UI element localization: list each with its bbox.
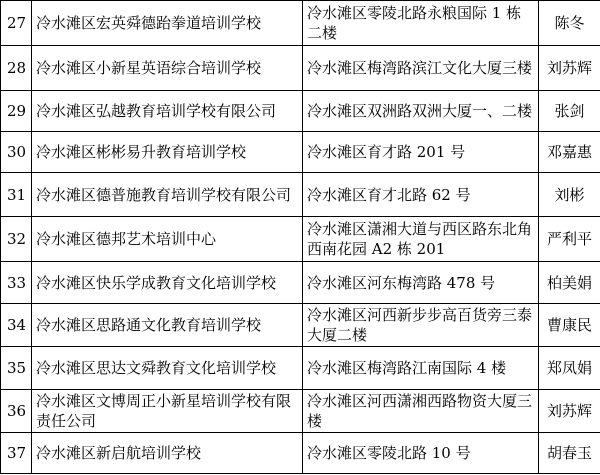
school-name: 冷水滩区新启航培训学校 bbox=[32, 433, 303, 474]
table-row bbox=[1, 91, 600, 132]
school-address: 冷水滩区育才路 201 号 bbox=[303, 132, 539, 173]
row-number: 34 bbox=[1, 304, 32, 347]
contact-person: 曹康民 bbox=[539, 304, 600, 347]
row-number: 33 bbox=[1, 262, 32, 304]
table-row bbox=[1, 347, 600, 390]
row-number: 28 bbox=[1, 46, 32, 91]
school-address: 冷水滩区梅湾路滨江文化大厦三楼 bbox=[303, 46, 539, 91]
table-row bbox=[1, 46, 600, 91]
school-address: 冷水滩区潇湘大道与西区路东北角西南花园 A2 栋 201 bbox=[303, 217, 539, 262]
school-name: 冷水滩区彬彬易升教育培训学校 bbox=[32, 132, 303, 173]
table-row bbox=[1, 304, 600, 347]
school-name: 冷水滩区宏英舜德跆拳道培训学校 bbox=[32, 1, 303, 46]
school-address: 冷水滩区河西新步步高百货旁三泰大厦二楼 bbox=[303, 304, 539, 347]
school-address: 冷水滩区零陵北路永粮国际 1 栋二楼 bbox=[303, 1, 539, 46]
table-row bbox=[1, 390, 600, 433]
row-number: 35 bbox=[1, 347, 32, 390]
table-row bbox=[1, 1, 600, 46]
row-number: 37 bbox=[1, 433, 32, 474]
school-name: 冷水滩区文博周正小新星培训学校有限责任公司 bbox=[32, 390, 303, 433]
school-address: 冷水滩区河东梅湾路 478 号 bbox=[303, 262, 539, 304]
table-row bbox=[1, 433, 600, 474]
contact-person: 郑凤娟 bbox=[539, 347, 600, 390]
contact-person: 邓嘉惠 bbox=[539, 132, 600, 173]
contact-person: 刘苏辉 bbox=[539, 390, 600, 433]
row-number: 27 bbox=[1, 1, 32, 46]
school-name: 冷水滩区小新星英语综合培训学校 bbox=[32, 46, 303, 91]
contact-person: 胡春玉 bbox=[539, 433, 600, 474]
school-address: 冷水滩区梅湾路江南国际 4 楼 bbox=[303, 347, 539, 390]
school-address: 冷水滩区零陵北路 10 号 bbox=[303, 433, 539, 474]
school-name: 冷水滩区弘越教育培训学校有限公司 bbox=[32, 91, 303, 132]
contact-person: 刘苏辉 bbox=[539, 46, 600, 91]
contact-person: 严利平 bbox=[539, 217, 600, 262]
row-number: 29 bbox=[1, 91, 32, 132]
contact-person: 张剑 bbox=[539, 91, 600, 132]
contact-person: 陈冬 bbox=[539, 1, 600, 46]
school-name: 冷水滩区思路通文化教育培训学校 bbox=[32, 304, 303, 347]
row-number: 32 bbox=[1, 217, 32, 262]
school-address: 冷水滩区双洲路双洲大厦一、二楼 bbox=[303, 91, 539, 132]
row-number: 36 bbox=[1, 390, 32, 433]
contact-person: 刘彬 bbox=[539, 173, 600, 217]
school-address: 冷水滩区育才北路 62 号 bbox=[303, 173, 539, 217]
school-address: 冷水滩区河西潇湘西路物资大厦三楼 bbox=[303, 390, 539, 433]
row-number: 31 bbox=[1, 173, 32, 217]
table-row bbox=[1, 217, 600, 262]
school-name: 冷水滩区德邦艺术培训中心 bbox=[32, 217, 303, 262]
table-row bbox=[1, 173, 600, 217]
table-row bbox=[1, 132, 600, 173]
contact-person: 柏美娟 bbox=[539, 262, 600, 304]
table-row bbox=[1, 262, 600, 304]
school-name: 冷水滩区快乐学成教育文化培训学校 bbox=[32, 262, 303, 304]
school-name: 冷水滩区德普施教育培训学校有限公司 bbox=[32, 173, 303, 217]
school-name: 冷水滩区思达文舜教育文化培训学校 bbox=[32, 347, 303, 390]
row-number: 30 bbox=[1, 132, 32, 173]
